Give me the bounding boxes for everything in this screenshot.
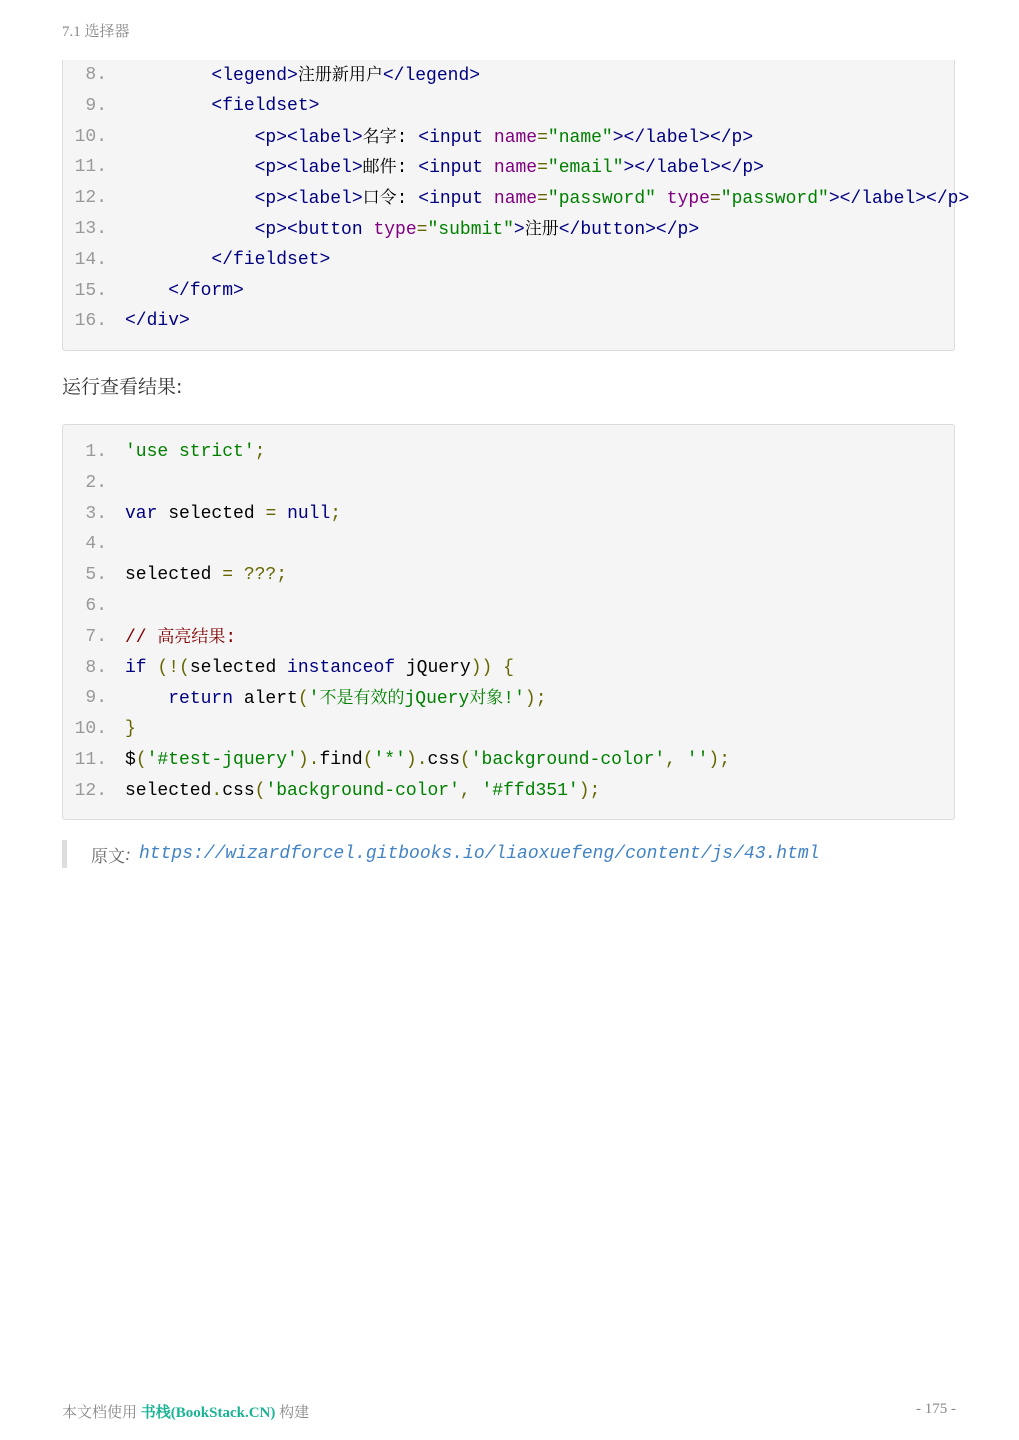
code-token: '#test-jquery' [146,749,298,770]
code-line [63,529,954,560]
code-token: ></label></p> [828,189,970,210]
code-lines [63,437,954,807]
code-token: 注册 [524,218,559,239]
code-token: '#ffd351' [481,780,579,801]
code-text [125,60,480,92]
code-token: </div> [125,311,190,332]
code-line [63,437,954,468]
code-token: 'background-color' [265,780,460,801]
source-separator: : [125,843,131,864]
code-token: ). [405,749,428,770]
code-token: instanceof [287,657,396,678]
code-text [125,437,265,468]
footer-suffix: 构建 [275,1405,310,1421]
code-token: "name" [547,127,613,148]
code-token: <fieldset> [211,95,320,116]
code-token: ( [297,689,309,710]
code-token: <p><label> [254,127,363,148]
line-number: 8. [85,65,107,85]
code-token: : [396,158,419,179]
code-line [63,591,954,622]
code-token: '*' [373,749,406,770]
code-token: 口令 [362,188,397,209]
code-line [63,499,954,530]
code-token: "password" [547,189,656,210]
line-number: 12. [74,188,107,209]
source-link[interactable]: https://wizardforcel.gitbooks.io/liaoxuefeng/content/js/43.html [139,844,820,864]
code-token: = [265,503,277,524]
code-token: = ???; [222,565,288,586]
code-text [125,622,236,654]
source-quote [62,840,820,868]
code-token: ( [135,749,147,770]
code-token: : [396,127,419,148]
code-token: <legend> [211,66,298,86]
line-number: 11. [74,749,107,770]
code-text [125,683,547,715]
code-token: null [287,503,331,524]
code-token: </form> [168,280,244,301]
code-token: > [513,219,525,240]
line-number: 13. [74,218,107,239]
code-token: name [493,189,538,210]
code-token: ( [459,749,471,770]
line-number: 4. [85,534,107,555]
code-token: // [125,627,158,648]
code-line [63,745,954,776]
code-token [147,658,158,678]
line-number: 12. [74,780,107,801]
code-text [125,91,319,122]
code-token: ; [254,442,266,462]
code-token: "email" [547,158,624,179]
code-text [125,499,341,530]
chapter-header: 7.1 选择器 [62,24,130,40]
code-line [63,560,954,591]
code-token: (!( [157,657,190,678]
code-line [63,714,954,745]
code-token: css [427,749,460,770]
code-token: </button></p> [558,219,700,240]
code-token: <p><label> [254,158,363,179]
code-token: ); [524,689,547,710]
code-token: selected [125,780,212,801]
line-number: 3. [85,503,107,524]
code-token: return [168,689,234,710]
line-number: 14. [74,249,107,270]
code-token: </fieldset> [211,249,331,270]
code-token: alert [233,689,298,710]
line-number: 9. [85,688,107,709]
code-token: , [459,780,482,801]
code-line [63,276,954,307]
code-token: ); [578,780,601,801]
code-token: = [709,189,721,210]
code-token: ; [330,503,342,524]
code-token: = [537,158,548,179]
code-text [125,122,753,154]
code-token: . [211,780,223,801]
code-token: 'use strict' [125,442,255,462]
code-line [63,183,970,214]
code-line [63,776,954,807]
code-token: "submit" [427,219,514,240]
code-token: type [373,219,417,240]
code-token: 'background-color' [470,749,666,770]
page-number: - 175 - [916,1401,956,1417]
line-number: 15. [74,280,107,301]
code-block-js [62,424,955,820]
code-token: , [665,749,687,770]
code-text [125,152,764,184]
line-number: 5. [85,565,107,586]
code-token: <p><label> [254,189,363,210]
section-title: 运行查看结果: [62,376,183,398]
code-text [125,653,514,684]
code-token: <input [418,127,494,148]
line-number: 7. [85,626,107,647]
code-token: ( [362,749,374,770]
code-token: selected [189,657,288,678]
code-token: 名字 [362,126,397,147]
code-token: <input [418,189,494,210]
code-token: css [222,780,255,801]
code-token: : [396,189,419,210]
code-token: selected [125,565,223,586]
code-lines [63,60,970,337]
code-token: if [125,657,147,678]
source-label: 原文 [91,846,125,867]
code-block-html [62,60,970,351]
footer-prefix: 本文档使用 [62,1405,141,1421]
code-line [63,468,954,499]
code-token: 高亮结果 [157,626,226,647]
code-token: '' [686,749,709,770]
code-line [63,653,954,684]
code-text [125,245,330,276]
line-number: 9. [85,95,107,116]
code-token: = [537,189,548,210]
code-line [63,60,954,91]
code-token: )) { [470,657,514,678]
code-text [125,776,600,807]
line-number: 10. [74,719,107,740]
code-line [63,306,954,337]
line-number: 8. [85,657,107,678]
code-token: var [125,503,158,524]
line-number: 16. [74,311,107,332]
code-token: 对象 [469,688,504,709]
code-token: type [666,189,710,210]
code-token: <input [418,158,494,179]
code-text [125,276,244,307]
code-token: ' [308,689,320,710]
code-text [125,560,287,591]
code-token: ></label></p> [623,158,764,179]
code-text [125,306,190,337]
code-text [125,183,969,215]
code-token: selected [157,503,266,524]
code-token: </legend> [382,66,481,86]
code-token: ). [297,749,320,770]
code-token: jQuery [395,657,471,678]
code-token: name [493,127,538,148]
code-line [63,152,954,183]
footer-brand-link[interactable]: 书栈(BookStack.CN) [140,1405,276,1421]
line-number: 2. [85,472,107,493]
code-token: = [537,127,548,148]
code-token: = [416,219,428,240]
code-token: <p><button [254,219,374,240]
code-line [63,245,954,276]
line-number: 6. [85,595,107,616]
code-token: : [225,627,237,648]
code-token: ); [708,749,730,770]
code-line [63,683,954,714]
code-token: find [319,749,363,770]
code-token: ></label></p> [612,127,754,148]
code-text [125,214,699,246]
code-text [125,714,136,745]
code-token: 邮件 [362,157,397,178]
code-token [276,504,287,524]
code-line [63,214,954,245]
footer-credit [62,1401,309,1422]
code-line [63,622,954,653]
line-number: 11. [74,157,107,178]
code-line [63,91,954,122]
line-number: 10. [74,126,107,147]
code-token: jQuery [404,689,470,710]
code-text [125,745,730,776]
code-token: 注册新用户 [297,65,383,85]
code-token: $ [125,749,136,770]
code-token: } [125,719,136,740]
code-line [63,122,954,153]
code-token: !' [503,689,525,710]
line-number: 1. [85,442,107,462]
code-token: 不是有效的 [319,688,405,709]
code-token: name [493,158,538,179]
code-token: "password" [720,189,829,210]
code-token [656,189,667,209]
code-token: ( [254,780,266,801]
